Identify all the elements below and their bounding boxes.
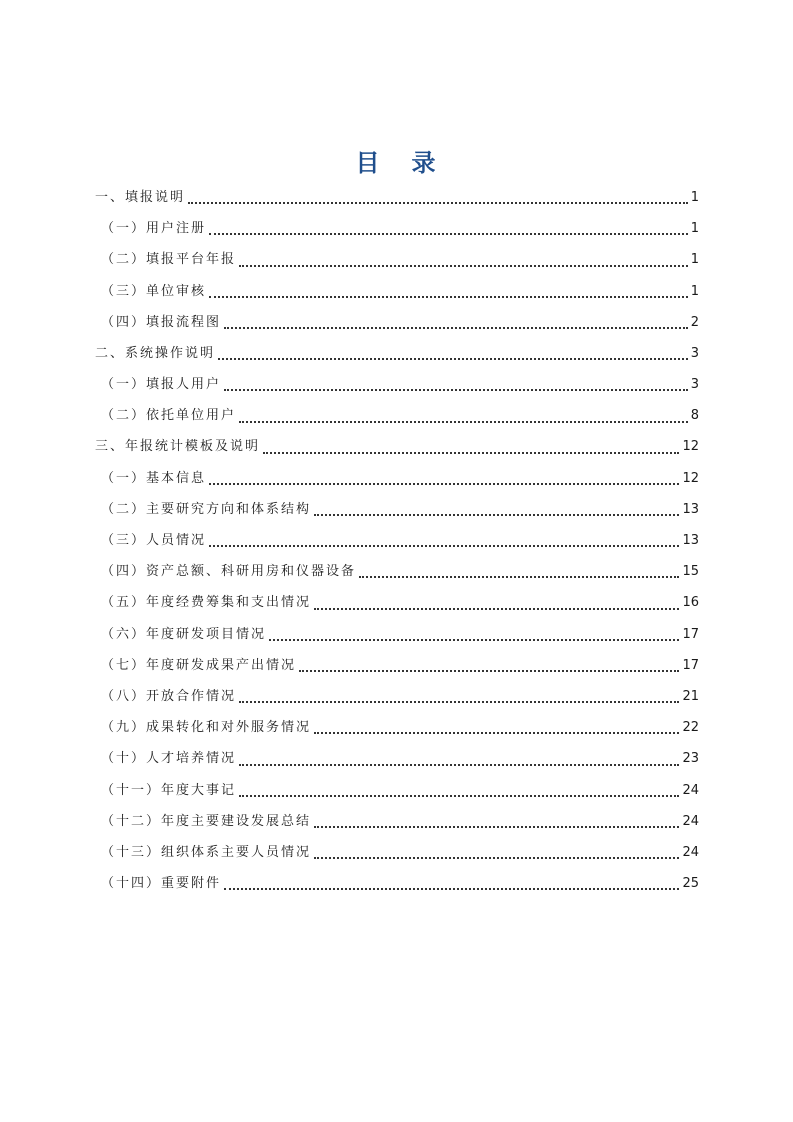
toc-entry-page-number: 3 bbox=[690, 345, 699, 361]
toc-entry-page-number: 24 bbox=[682, 844, 699, 860]
dot-leader bbox=[239, 265, 688, 267]
toc-entry-page-number: 3 bbox=[690, 377, 699, 393]
toc-entry-page-number: 1 bbox=[690, 252, 699, 268]
dot-leader bbox=[239, 795, 679, 797]
toc-entry-label: （十）人才培养情况 bbox=[101, 751, 237, 767]
toc-entry-page-number: 15 bbox=[682, 564, 699, 580]
toc-entry-page-number: 23 bbox=[682, 751, 699, 767]
toc-entry-label: （四）填报流程图 bbox=[101, 314, 222, 330]
dot-leader bbox=[239, 764, 679, 766]
toc-entry-page-number: 13 bbox=[682, 533, 699, 549]
dot-leader bbox=[359, 576, 679, 578]
toc-entry-page-number: 21 bbox=[682, 688, 699, 704]
toc-entry[interactable] bbox=[95, 775, 699, 806]
toc-entry[interactable] bbox=[95, 182, 699, 213]
toc-entry-page-number: 17 bbox=[682, 657, 699, 673]
toc-entry[interactable] bbox=[95, 837, 699, 868]
toc-entry-page-number: 22 bbox=[682, 720, 699, 736]
toc-entry-page-number: 1 bbox=[690, 189, 699, 205]
dot-leader bbox=[209, 483, 679, 485]
toc-entry[interactable] bbox=[95, 400, 699, 431]
toc-entry-label: （一）用户注册 bbox=[101, 221, 207, 237]
dot-leader bbox=[314, 732, 679, 734]
toc-entry-page-number: 13 bbox=[682, 501, 699, 517]
toc-entry-label: （十一）年度大事记 bbox=[101, 782, 237, 798]
toc-entry-label: （九）成果转化和对外服务情况 bbox=[101, 720, 312, 736]
toc-entry-label: （十四）重要附件 bbox=[101, 876, 222, 892]
toc-entry-label: （三）人员情况 bbox=[101, 533, 207, 549]
toc-entry-page-number: 1 bbox=[690, 221, 699, 237]
toc-entry-label: （二）填报平台年报 bbox=[101, 252, 237, 268]
dot-leader bbox=[239, 421, 688, 423]
toc-entry[interactable] bbox=[95, 619, 699, 650]
toc-entry-label: （三）单位审核 bbox=[101, 283, 207, 299]
toc-entry-page-number: 8 bbox=[690, 408, 699, 424]
dot-leader bbox=[239, 701, 679, 703]
dot-leader bbox=[209, 296, 688, 298]
toc-entry[interactable] bbox=[95, 743, 699, 774]
title-char-2: 录 bbox=[411, 148, 438, 177]
toc-entry[interactable] bbox=[95, 556, 699, 587]
toc-entry[interactable] bbox=[95, 338, 699, 369]
toc-entry-page-number: 24 bbox=[682, 782, 699, 798]
dot-leader bbox=[218, 358, 688, 360]
toc-entry-page-number: 2 bbox=[690, 314, 699, 330]
toc-entry-label: （四）资产总额、科研用房和仪器设备 bbox=[101, 564, 357, 580]
dot-leader bbox=[224, 888, 679, 890]
dot-leader bbox=[224, 389, 688, 391]
dot-leader bbox=[209, 545, 679, 547]
toc-entry-label: （一）填报人用户 bbox=[101, 377, 222, 393]
toc-entry-label: （五）年度经费筹集和支出情况 bbox=[101, 595, 312, 611]
toc-entry-label: 二、系统操作说明 bbox=[95, 345, 216, 361]
toc-entry-label: 一、填报说明 bbox=[95, 189, 186, 205]
toc-entry-label: （七）年度研发成果产出情况 bbox=[101, 657, 297, 673]
toc-entry[interactable] bbox=[95, 494, 699, 525]
toc-entry-page-number: 12 bbox=[682, 439, 699, 455]
toc-entry[interactable] bbox=[95, 525, 699, 556]
toc-entry-page-number: 17 bbox=[682, 626, 699, 642]
toc-entry[interactable] bbox=[95, 868, 699, 899]
toc-entry[interactable] bbox=[95, 307, 699, 338]
dot-leader bbox=[209, 233, 688, 235]
dot-leader bbox=[224, 327, 688, 329]
toc-entry-page-number: 24 bbox=[682, 813, 699, 829]
toc-entry[interactable] bbox=[95, 681, 699, 712]
title-char-1: 目 bbox=[355, 148, 382, 177]
dot-leader bbox=[314, 514, 679, 516]
dot-leader bbox=[188, 202, 688, 204]
toc-entry[interactable] bbox=[95, 369, 699, 400]
dot-leader bbox=[314, 857, 679, 859]
toc-entry-label: （十三）组织体系主要人员情况 bbox=[101, 844, 312, 860]
toc-entry-page-number: 25 bbox=[682, 876, 699, 892]
toc-entry[interactable] bbox=[95, 463, 699, 494]
table-of-contents bbox=[95, 182, 699, 899]
dot-leader bbox=[263, 452, 679, 454]
toc-entry[interactable] bbox=[95, 244, 699, 275]
dot-leader bbox=[314, 826, 679, 828]
toc-entry-label: （一）基本信息 bbox=[101, 470, 207, 486]
toc-entry[interactable] bbox=[95, 587, 699, 618]
page-title bbox=[0, 143, 793, 178]
toc-entry-page-number: 1 bbox=[690, 283, 699, 299]
toc-entry[interactable] bbox=[95, 276, 699, 307]
toc-entry[interactable] bbox=[95, 806, 699, 837]
toc-entry[interactable] bbox=[95, 432, 699, 463]
dot-leader bbox=[314, 608, 679, 610]
dot-leader bbox=[299, 670, 679, 672]
toc-entry-label: （六）年度研发项目情况 bbox=[101, 626, 267, 642]
toc-entry-label: 三、年报统计模板及说明 bbox=[95, 439, 261, 455]
toc-entry[interactable] bbox=[95, 213, 699, 244]
toc-entry-label: （十二）年度主要建设发展总结 bbox=[101, 813, 312, 829]
toc-entry-page-number: 12 bbox=[682, 470, 699, 486]
toc-entry-label: （二）依托单位用户 bbox=[101, 408, 237, 424]
toc-entry[interactable] bbox=[95, 650, 699, 681]
toc-entry[interactable] bbox=[95, 712, 699, 743]
toc-entry-label: （八）开放合作情况 bbox=[101, 688, 237, 704]
toc-entry-page-number: 16 bbox=[682, 595, 699, 611]
dot-leader bbox=[269, 639, 679, 641]
toc-entry-label: （二）主要研究方向和体系结构 bbox=[101, 501, 312, 517]
